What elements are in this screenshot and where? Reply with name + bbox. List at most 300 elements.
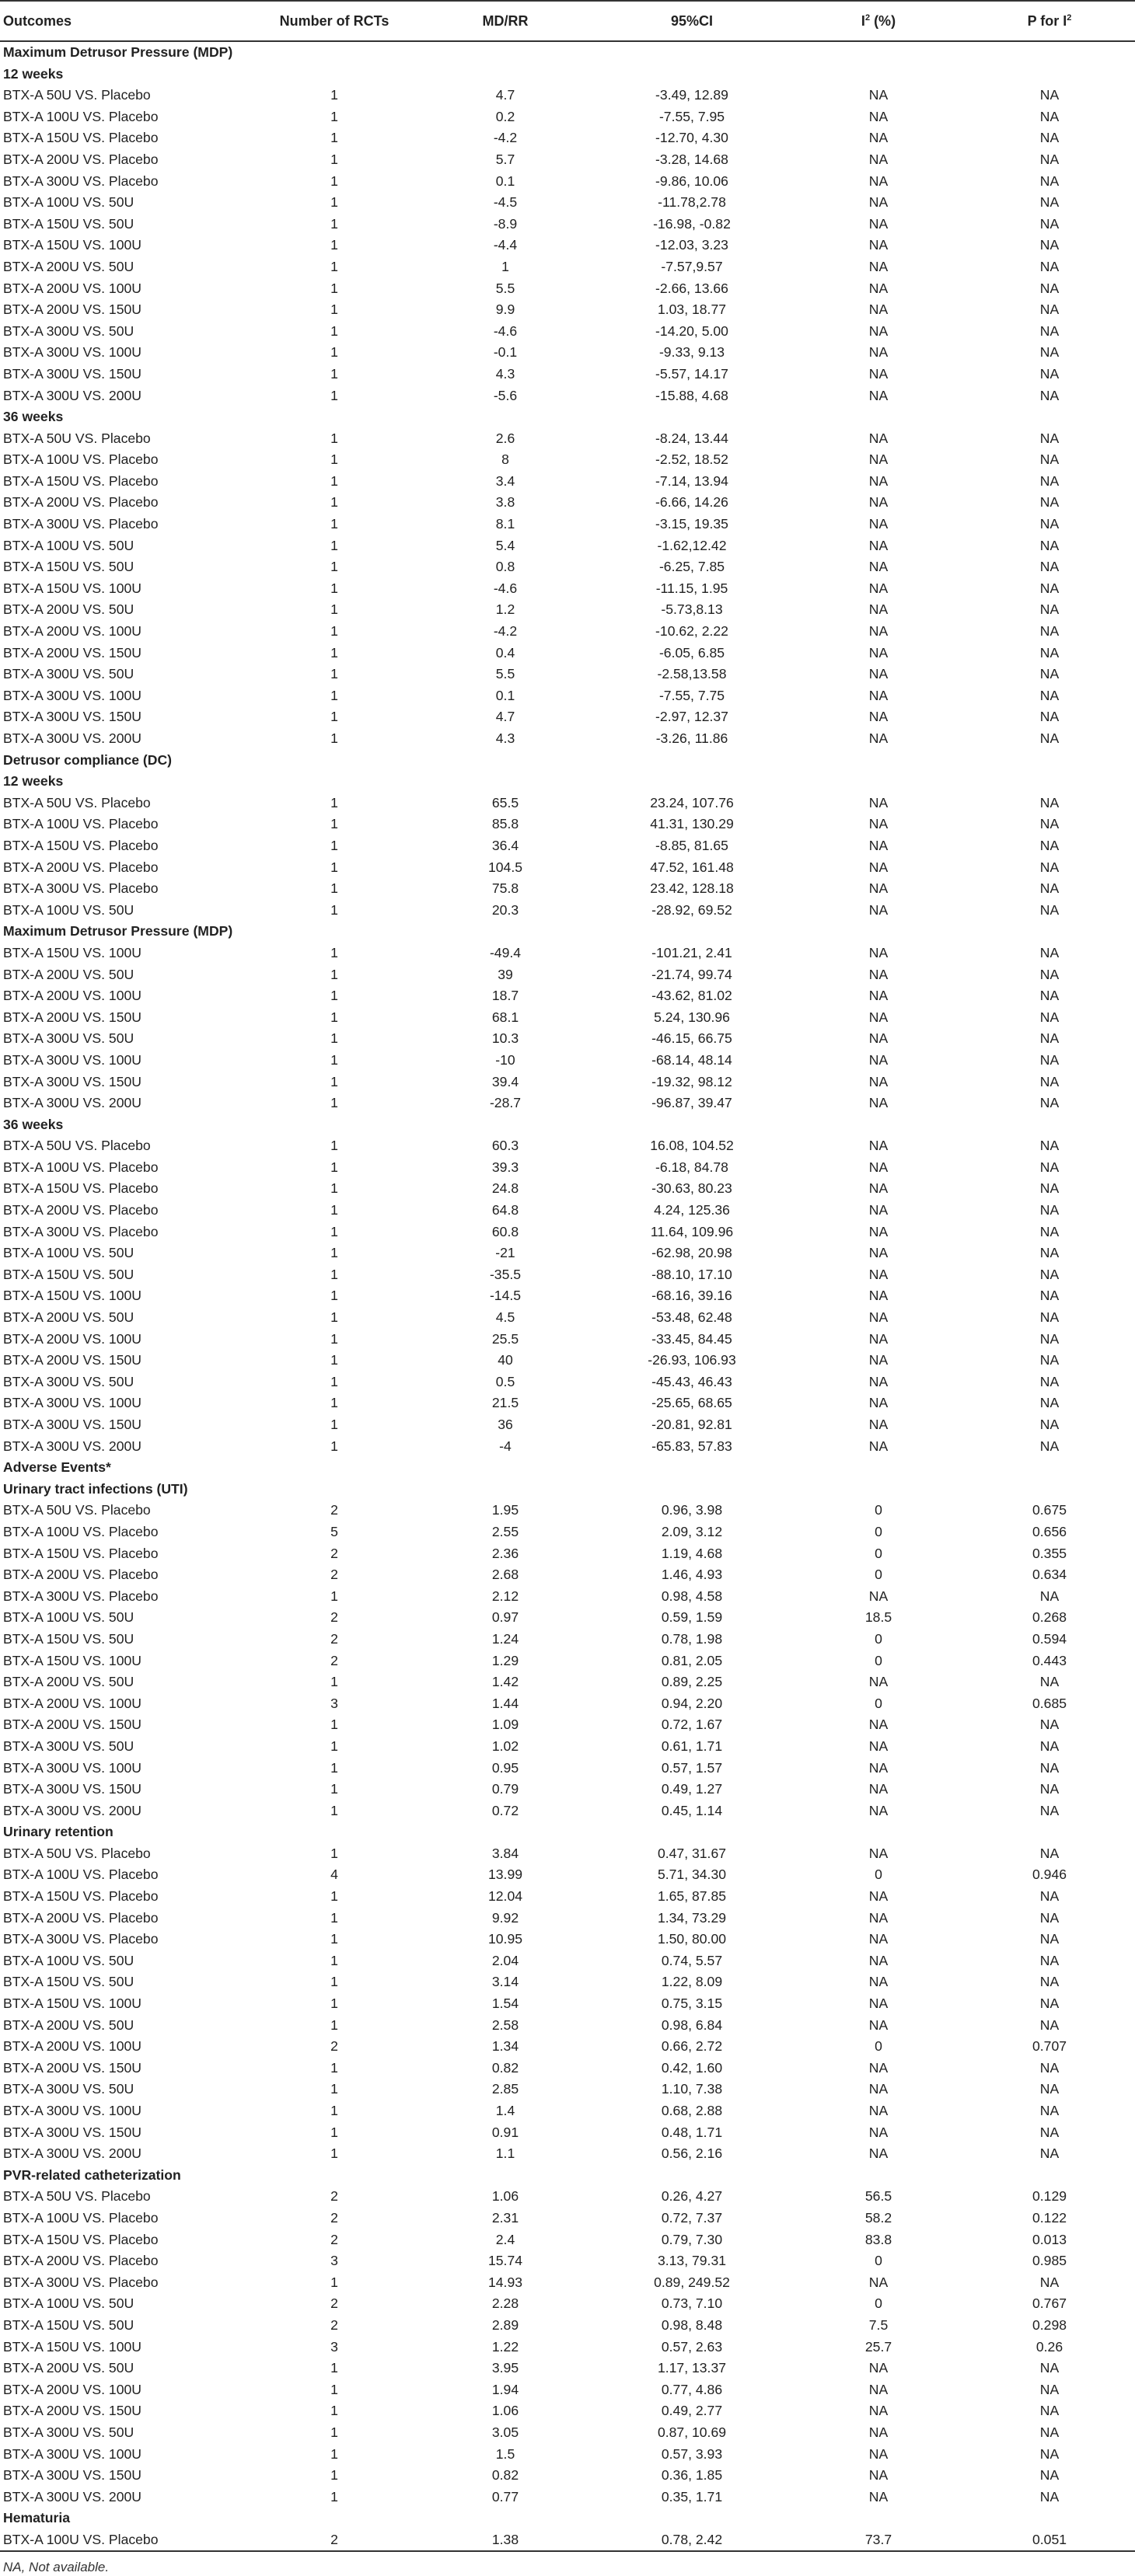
comparison-cell: BTX-A 50U VS. Placebo <box>3 1502 151 1518</box>
md-rr-cell: -4 <box>499 1438 512 1454</box>
p-for-i2-cell: NA <box>1039 2360 1060 2376</box>
comparison-cell: BTX-A 300U VS. 100U <box>3 2445 141 2462</box>
i2-cell: NA <box>868 816 889 832</box>
ci-cell: 0.72, 1.67 <box>661 1717 723 1733</box>
ci-cell: -6.05, 6.85 <box>658 644 725 661</box>
i2-cell: NA <box>868 1030 889 1047</box>
comparison-cell: BTX-A 50U VS. Placebo <box>3 1138 151 1154</box>
section-heading-row <box>0 1457 1135 1479</box>
rct-count-cell: 1 <box>330 1974 338 1990</box>
comparison-cell: BTX-A 150U VS. 50U <box>3 2316 134 2333</box>
rct-count-cell: 1 <box>330 1159 338 1175</box>
rct-count-cell: 1 <box>330 151 338 167</box>
table-row <box>0 127 1135 149</box>
md-rr-cell: -28.7 <box>489 1095 522 1111</box>
table-row <box>0 1222 1135 1243</box>
i2-cell: NA <box>868 2360 889 2376</box>
md-rr-cell: 14.93 <box>487 2274 523 2290</box>
table-row <box>0 1264 1135 1286</box>
comparison-cell: BTX-A 200U VS. 50U <box>3 2017 134 2033</box>
md-rr-cell: 0.79 <box>491 1781 519 1797</box>
comparison-cell: BTX-A 100U VS. Placebo <box>3 108 159 124</box>
p-for-i2-cell: NA <box>1039 794 1060 810</box>
ci-cell: 0.78, 1.98 <box>661 1630 723 1647</box>
header-p-for-i2 <box>964 1 1135 41</box>
comparison-cell: BTX-A 200U VS. 150U <box>3 302 141 318</box>
table-row <box>0 1971 1135 1993</box>
section-heading: 12 weeks <box>3 773 64 790</box>
comparison-cell: BTX-A 100U VS. 50U <box>3 1952 134 1968</box>
md-rr-cell: 36 <box>498 1417 513 1432</box>
comparison-cell: BTX-A 200U VS. 150U <box>3 1717 141 1733</box>
comparison-cell: BTX-A 300U VS. 50U <box>3 1030 134 1047</box>
rct-count-cell: 2 <box>249 2529 420 2552</box>
i2-cell: NA <box>868 601 889 618</box>
md-rr-cell: -4.2 <box>493 623 518 640</box>
rct-count-cell: 1 <box>330 1138 338 1154</box>
p-for-i2-cell: NA <box>1039 1373 1060 1389</box>
comparison-cell: BTX-A 50U VS. Placebo <box>3 2188 151 2205</box>
rct-count-cell: 1 <box>330 344 338 361</box>
ci-cell: 1.46, 4.93 <box>661 1567 723 1583</box>
p-for-i2-cell: NA <box>1039 1245 1060 1261</box>
comparison-cell: BTX-A 300U VS. 100U <box>3 344 141 361</box>
comparison-cell: BTX-A 100U VS. Placebo <box>3 451 159 468</box>
comparison-cell: BTX-A 300U VS. 100U <box>3 687 141 703</box>
table-row <box>0 2229 1135 2251</box>
table-row <box>0 2487 1135 2508</box>
i2-cell: 0 <box>875 1867 882 1883</box>
section-heading: Detrusor compliance (DC) <box>3 751 173 768</box>
ci-cell: -6.18, 84.78 <box>655 1159 728 1175</box>
ci-cell: -6.25, 7.85 <box>658 559 725 575</box>
i2-cell: NA <box>868 365 889 382</box>
i2-cell: NA <box>868 1373 889 1389</box>
comparison-cell: BTX-A 300U VS. Placebo <box>3 516 159 532</box>
comparison-cell: BTX-A 300U VS. 150U <box>3 2467 141 2484</box>
i2-cell: NA <box>868 2467 889 2484</box>
ci-cell: 1.10, 7.38 <box>661 2081 723 2097</box>
comparison-cell: BTX-A 200U VS. Placebo <box>3 859 159 875</box>
header-95ci: 95%CI <box>591 1 793 41</box>
ci-cell: -2.52, 18.52 <box>655 451 728 468</box>
rct-count-cell: 1 <box>330 108 338 124</box>
i2-cell: NA <box>868 944 889 960</box>
i2-cell: NA <box>868 1009 889 1025</box>
comparison-cell: BTX-A 150U VS. 50U <box>3 1266 134 1282</box>
i2-cell: NA <box>868 966 889 982</box>
i2-cell: 0 <box>875 1652 882 1668</box>
rct-count-cell: 1 <box>330 1030 338 1047</box>
header-outcomes: Outcomes <box>0 1 249 41</box>
rct-count-cell: 1 <box>330 2103 338 2118</box>
p-for-i2-cell: 0.051 <box>964 2529 1135 2552</box>
md-rr-cell: 2.55 <box>491 1523 519 1539</box>
p-for-i2-cell: NA <box>1039 430 1060 446</box>
i2-cell: NA <box>868 1330 889 1347</box>
table-row <box>0 449 1135 471</box>
table-row <box>0 2122 1135 2144</box>
rct-count-cell: 1 <box>330 1738 338 1754</box>
table-row <box>0 1671 1135 1693</box>
ci-cell: 1.50, 80.00 <box>657 1931 727 1947</box>
i2-cell: NA <box>868 2488 889 2505</box>
comparison-cell: BTX-A 100U VS. 50U <box>3 1609 134 1626</box>
section-heading: Maximum Detrusor Pressure (MDP) <box>3 923 233 939</box>
table-row <box>0 2015 1135 2037</box>
ci-cell: 0.57, 2.63 <box>661 2338 723 2355</box>
md-rr-cell: 39.3 <box>491 1159 519 1175</box>
p-for-i2-cell: NA <box>1039 365 1060 382</box>
table-row <box>0 428 1135 450</box>
table-row <box>0 256 1135 278</box>
section-heading-row <box>0 2508 1135 2529</box>
table-row <box>0 1543 1135 1565</box>
p-for-i2-cell: NA <box>1039 237 1060 253</box>
section-heading-row <box>0 406 1135 428</box>
section-heading: Adverse Events* <box>3 1459 111 1476</box>
i2-cell: NA <box>868 344 889 361</box>
p-for-i2-cell: NA <box>1039 1781 1060 1797</box>
md-rr-cell: 0.82 <box>491 2059 519 2076</box>
md-rr-cell: 4.3 <box>495 365 515 382</box>
ci-cell: 0.98, 8.48 <box>661 2316 723 2333</box>
comparison-cell: BTX-A 150U VS. Placebo <box>3 837 159 853</box>
ci-cell: 23.42, 128.18 <box>650 880 734 897</box>
p-for-i2-cell: NA <box>1039 1330 1060 1347</box>
md-rr-cell: 2.6 <box>495 430 515 446</box>
table-row <box>0 364 1135 385</box>
table-row <box>0 192 1135 214</box>
table-row <box>0 1285 1135 1307</box>
ci-cell: 1.17, 13.37 <box>657 2360 727 2376</box>
footnote: NA, Not available. <box>3 2560 110 2575</box>
p-for-i2-cell: NA <box>1039 1588 1060 1604</box>
i2-cell: NA <box>868 280 889 296</box>
comparison-cell: BTX-A 150U VS. Placebo <box>3 1888 159 1905</box>
md-rr-cell: 1.95 <box>491 1502 519 1518</box>
rct-count-cell: 1 <box>330 1996 338 2012</box>
section-heading-row <box>0 921 1135 943</box>
md-rr-cell: 39 <box>498 966 513 982</box>
p-for-i2-cell: NA <box>1039 559 1060 575</box>
i2-cell: NA <box>868 258 889 274</box>
p-for-i2-cell: 0.443 <box>1032 1652 1067 1668</box>
table-row <box>0 556 1135 578</box>
p-for-i2-cell: NA <box>1039 1009 1060 1025</box>
i2-cell: NA <box>868 2081 889 2097</box>
rct-count-cell: 2 <box>330 2038 338 2055</box>
comparison-cell: BTX-A 200U VS. 50U <box>3 1674 134 1690</box>
table-row <box>0 514 1135 535</box>
i2-cell: NA <box>868 2424 889 2440</box>
md-rr-cell: -35.5 <box>489 1266 522 1282</box>
section-heading-row <box>0 64 1135 85</box>
i2-cell: NA <box>868 194 889 211</box>
ci-cell: 0.74, 5.57 <box>661 1952 723 1968</box>
table-row <box>0 214 1135 235</box>
ci-cell: -28.92, 69.52 <box>651 901 732 918</box>
md-rr-cell: 1 <box>501 258 509 274</box>
i2-cell: NA <box>868 1738 889 1754</box>
table-row <box>0 814 1135 835</box>
table-row <box>0 299 1135 321</box>
section-heading: 36 weeks <box>3 1116 64 1132</box>
comparison-cell: BTX-A 150U VS. Placebo <box>3 472 159 489</box>
rct-count-cell: 1 <box>330 215 338 232</box>
comparison-cell: BTX-A 100U VS. 50U <box>3 2295 134 2312</box>
p-for-i2-cell: NA <box>1039 2081 1060 2097</box>
comparison-cell: BTX-A 300U VS. 50U <box>3 1373 134 1389</box>
comparison-cell: BTX-A 200U VS. Placebo <box>3 1567 159 1583</box>
md-rr-cell: -5.6 <box>493 387 518 403</box>
md-rr-cell: 1.42 <box>491 1674 519 1690</box>
md-rr-cell: 1.22 <box>491 2338 519 2355</box>
header-number-of-rcts: Number of RCTs <box>249 1 420 41</box>
table-row <box>0 728 1135 750</box>
i2-cell: NA <box>868 1180 889 1197</box>
md-rr-cell: 2.31 <box>491 2209 519 2226</box>
header-i2-suffix: (%) <box>870 12 896 29</box>
i2-cell: NA <box>868 901 889 918</box>
md-rr-cell: 0.91 <box>491 2124 519 2140</box>
i2-cell: NA <box>868 730 889 746</box>
table-row <box>0 2143 1135 2165</box>
ci-cell: -7.57,9.57 <box>661 258 723 274</box>
rct-count-cell: 1 <box>330 387 338 403</box>
i2-cell: NA <box>868 837 889 853</box>
i2-cell: NA <box>868 2059 889 2076</box>
i2-cell: 0 <box>875 1523 882 1539</box>
rct-count-cell: 1 <box>330 451 338 468</box>
ci-cell: -3.49, 12.89 <box>655 87 728 103</box>
table-row <box>0 578 1135 600</box>
rct-count-cell: 3 <box>330 1695 338 1711</box>
rct-count-cell: 1 <box>330 2081 338 2097</box>
rct-count-cell: 1 <box>330 644 338 661</box>
md-rr-cell: 1.34 <box>491 2038 519 2055</box>
rct-count-cell: 2 <box>330 2209 338 2226</box>
p-for-i2-cell: NA <box>1039 302 1060 318</box>
comparison-cell: BTX-A 100U VS. Placebo <box>3 1523 159 1539</box>
table-row <box>0 2422 1135 2444</box>
rct-count-cell: 5 <box>330 1523 338 1539</box>
rct-count-cell: 1 <box>330 2424 338 2440</box>
comparison-cell: BTX-A 300U VS. 50U <box>3 1738 134 1754</box>
table-row <box>0 2272 1135 2294</box>
table-row <box>0 2058 1135 2079</box>
section-heading: Maximum Detrusor Pressure (MDP) <box>3 44 233 60</box>
i2-cell: NA <box>868 1138 889 1154</box>
ci-cell: 0.89, 2.25 <box>661 1674 723 1690</box>
table-row <box>0 985 1135 1007</box>
md-rr-cell: 13.99 <box>487 1867 523 1883</box>
md-rr-cell: 4.5 <box>495 1309 515 1326</box>
rct-count-cell: 1 <box>330 1438 338 1454</box>
md-rr-cell: -4.4 <box>493 237 518 253</box>
comparison-cell: BTX-A 150U VS. 50U <box>3 1630 134 1647</box>
ci-cell: -11.78,2.78 <box>658 194 726 211</box>
table-row <box>0 835 1135 857</box>
i2-cell: NA <box>868 494 889 511</box>
md-rr-cell: 2.12 <box>491 1588 519 1604</box>
comparison-cell: BTX-A 200U VS. 150U <box>3 1352 141 1368</box>
i2-cell: NA <box>868 1759 889 1776</box>
table-row <box>0 1243 1135 1264</box>
p-for-i2-cell: 0.013 <box>1032 2231 1067 2247</box>
i2-cell: NA <box>868 1223 889 1239</box>
ci-cell: 0.72, 7.37 <box>661 2209 723 2226</box>
table-row <box>0 1157 1135 1179</box>
rct-count-cell: 1 <box>330 2488 338 2505</box>
i2-cell: 0 <box>875 2295 882 2312</box>
rct-count-cell: 1 <box>330 730 338 746</box>
comparison-cell: BTX-A 100U VS. 50U <box>3 901 134 918</box>
md-rr-cell: 2.28 <box>491 2295 519 2312</box>
rct-count-cell: 1 <box>330 173 338 189</box>
table-row <box>0 2465 1135 2487</box>
rct-count-cell: 1 <box>330 2360 338 2376</box>
md-rr-cell: 3.14 <box>491 1974 519 1990</box>
table-row <box>0 1372 1135 1393</box>
table-row <box>0 1200 1135 1222</box>
p-for-i2-cell: NA <box>1039 1223 1060 1239</box>
p-for-i2-cell: NA <box>1039 2059 1060 2076</box>
i2-cell: 0 <box>875 1502 882 1518</box>
ci-cell: 0.96, 3.98 <box>661 1502 723 1518</box>
table-row <box>0 1178 1135 1200</box>
i2-cell: NA <box>868 87 889 103</box>
comparison-cell: BTX-A 300U VS. 200U <box>3 1095 141 1111</box>
i2-cell: NA <box>868 1674 889 1690</box>
rct-count-cell: 1 <box>330 1781 338 1797</box>
comparison-cell: BTX-A 300U VS. 200U <box>3 2146 141 2162</box>
table-row <box>0 685 1135 707</box>
i2-cell: NA <box>868 1266 889 1282</box>
comparison-cell: BTX-A 300U VS. Placebo <box>3 1223 159 1239</box>
i2-cell: 25.7 <box>864 2338 892 2355</box>
md-rr-cell: 68.1 <box>491 1009 519 1025</box>
rct-count-cell: 1 <box>330 1373 338 1389</box>
p-for-i2-cell: NA <box>1039 344 1060 361</box>
md-rr-cell: 60.3 <box>491 1138 519 1154</box>
rct-count-cell: 3 <box>330 2253 338 2269</box>
rct-count-cell: 1 <box>330 944 338 960</box>
rct-count-cell: 1 <box>330 816 338 832</box>
p-for-i2-cell: 0.298 <box>1032 2316 1067 2333</box>
ci-cell: -88.10, 17.10 <box>651 1266 732 1282</box>
i2-cell: NA <box>868 859 889 875</box>
md-rr-cell: 9.9 <box>495 302 515 318</box>
table-row <box>0 2079 1135 2100</box>
ci-cell: -2.66, 13.66 <box>655 280 728 296</box>
p-for-i2-cell: NA <box>1039 130 1060 146</box>
i2-cell: NA <box>868 516 889 532</box>
ci-cell: -9.86, 10.06 <box>655 173 728 189</box>
p-for-i2-cell: NA <box>1039 451 1060 468</box>
rct-count-cell: 1 <box>330 2124 338 2140</box>
ci-cell: 0.35, 1.71 <box>661 2488 723 2505</box>
i2-cell: 0 <box>875 2038 882 2055</box>
ci-cell: -45.43, 46.43 <box>651 1373 732 1389</box>
ci-cell: 0.94, 2.20 <box>661 1695 723 1711</box>
md-rr-cell: 4.7 <box>495 87 515 103</box>
comparison-cell: BTX-A 300U VS. 150U <box>3 709 141 725</box>
ci-cell: 0.75, 3.15 <box>661 1996 723 2012</box>
md-rr-cell: 2.89 <box>491 2316 519 2333</box>
i2-cell: NA <box>868 1974 889 1990</box>
table-row <box>0 1908 1135 1929</box>
table-row <box>0 471 1135 493</box>
header-i2 <box>793 1 964 41</box>
comparison-cell: BTX-A 300U VS. 100U <box>3 1395 141 1411</box>
comparison-cell: BTX-A 200U VS. 150U <box>3 644 141 661</box>
comparison-cell: BTX-A 300U VS. 150U <box>3 1781 141 1797</box>
ci-cell: -7.55, 7.95 <box>658 108 725 124</box>
comparison-cell: BTX-A 300U VS. 200U <box>3 387 141 403</box>
md-rr-cell: 0.82 <box>491 2467 519 2484</box>
comparison-cell: BTX-A 300U VS. 50U <box>3 322 134 339</box>
i2-cell: NA <box>868 1952 889 1968</box>
p-for-i2-cell: NA <box>1039 1738 1060 1754</box>
rct-count-cell: 1 <box>330 1352 338 1368</box>
ci-cell: -101.21, 2.41 <box>651 944 732 960</box>
md-rr-cell: -21 <box>495 1245 515 1261</box>
ci-cell: 0.81, 2.05 <box>661 1652 723 1668</box>
p-for-i2-cell: NA <box>1039 580 1060 596</box>
p-for-i2-cell: NA <box>1039 1438 1060 1454</box>
i2-cell: NA <box>868 1202 889 1218</box>
comparison-cell: BTX-A 200U VS. 50U <box>3 966 134 982</box>
ci-cell: 0.42, 1.60 <box>661 2059 723 2076</box>
ci-cell: -12.03, 3.23 <box>655 237 728 253</box>
table-row <box>0 964 1135 986</box>
i2-cell: NA <box>868 1438 889 1454</box>
p-for-i2-cell: NA <box>1039 901 1060 918</box>
ci-cell: -68.14, 48.14 <box>651 1051 732 1068</box>
comparison-cell: BTX-A 300U VS. 200U <box>3 1802 141 1818</box>
p-for-i2-cell: NA <box>1039 1845 1060 1861</box>
p-for-i2-cell: NA <box>1039 709 1060 725</box>
table-row <box>0 2529 1135 2552</box>
ci-cell: 16.08, 104.52 <box>650 1138 734 1154</box>
p-for-i2-cell: NA <box>1039 1996 1060 2012</box>
md-rr-cell: 0.8 <box>495 559 515 575</box>
p-for-i2-cell: NA <box>1039 516 1060 532</box>
md-rr-cell: 5.4 <box>495 537 515 553</box>
ci-cell: 11.64, 109.96 <box>650 1223 734 1239</box>
i2-cell: 0 <box>875 1567 882 1583</box>
section-heading-row <box>0 1479 1135 1501</box>
ci-cell: -68.16, 39.16 <box>651 1288 732 1304</box>
p-for-i2-cell: NA <box>1039 2274 1060 2290</box>
ci-cell: 0.49, 2.77 <box>661 2403 723 2419</box>
ci-cell: -2.97, 12.37 <box>655 709 728 725</box>
table-row <box>0 2379 1135 2401</box>
p-for-i2-cell: NA <box>1039 87 1060 103</box>
p-for-i2-cell: 0.268 <box>1032 1609 1067 1626</box>
md-rr-cell: 1.02 <box>491 1738 519 1754</box>
p-for-i2-cell: NA <box>1039 1180 1060 1197</box>
section-heading-row <box>0 771 1135 793</box>
rct-count-cell: 2 <box>330 1630 338 1647</box>
table-row <box>0 2036 1135 2058</box>
comparison-cell: BTX-A 300U VS. 50U <box>3 666 134 682</box>
p-for-i2-cell: NA <box>1039 666 1060 682</box>
comparison-cell: BTX-A 200U VS. 100U <box>3 1695 141 1711</box>
i2-cell: NA <box>868 2381 889 2397</box>
comparison-cell: BTX-A 100U VS. Placebo <box>3 2209 159 2226</box>
